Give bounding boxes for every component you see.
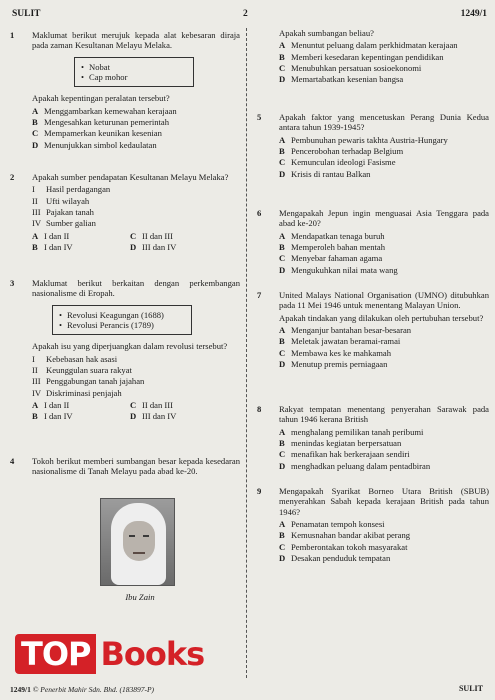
statement-item: III Pajakan tanah: [32, 206, 94, 217]
question-number: 8: [257, 404, 262, 414]
question-5: [257, 112, 489, 180]
statement-item: I Hasil perdagangan: [32, 184, 111, 195]
question-3: [10, 278, 240, 421]
option-b[interactable]: B Kemusnahan bandar akibat perang: [279, 530, 411, 541]
option-a[interactable]: A I dan II: [32, 399, 70, 410]
topbooks-logo: TOP Books: [15, 632, 180, 676]
option-a[interactable]: A Mendapatkan tenaga buruh: [279, 230, 385, 241]
question-number: 5: [257, 112, 262, 122]
question-stem: Apakah sumber pendapatan Kesultanan Melayu Melaka?: [32, 172, 229, 182]
question-4: [10, 456, 240, 602]
option-d[interactable]: D Mengukuhkan nilai mata wang: [279, 264, 398, 275]
info-item: Revolusi Keagungan (1688): [67, 309, 164, 320]
question-number: 9: [257, 486, 262, 496]
statement-item: IV Sumber galian: [32, 218, 96, 229]
question-2: [10, 172, 240, 252]
question-4-continued: [257, 28, 489, 86]
column-divider: [246, 28, 247, 678]
question-text: Apakah tindakan yang dilakukan oleh pertubuhan tersebut?: [279, 312, 484, 323]
option-a[interactable]: A Pembunuhan pewaris takhta Austria-Hungary: [279, 134, 448, 145]
option-b[interactable]: B menindas kegiatan berpersatuan: [279, 437, 402, 448]
bullet-icon: •: [81, 71, 85, 82]
question-number: 1: [10, 30, 15, 40]
option-b[interactable]: B I dan IV: [32, 411, 73, 422]
question-text: Apakah sumbangan beliau?: [279, 28, 374, 38]
info-item: Revolusi Perancis (1789): [67, 319, 154, 330]
info-box: [74, 57, 194, 88]
question-number: 2: [10, 172, 15, 182]
page-number: 2: [243, 9, 248, 19]
question-9: [257, 486, 489, 564]
option-a[interactable]: A menghalang pemilikan tanah peribumi: [279, 426, 424, 437]
statement-item: II Keunggulan suara rakyat: [32, 364, 132, 375]
option-b[interactable]: B Mengesahkan keturunan pemerintah: [32, 116, 170, 127]
question-number: 4: [10, 456, 15, 466]
option-a[interactable]: A Menuntut peluang dalam perkhidmatan kerajaan: [279, 40, 458, 51]
option-d[interactable]: D Krisis di rantau Balkan: [279, 168, 371, 179]
option-d[interactable]: D Menutup premis perniagaan: [279, 358, 388, 369]
question-number: 7: [257, 290, 262, 300]
question-stem: Tokoh berikut memberi sumbangan besar kepada kesedaran nasionalisme di Tanah Melayu pada abad ke-20.: [32, 456, 240, 477]
option-c[interactable]: C Menyebar fahaman agama: [279, 253, 383, 264]
option-c[interactable]: C Kemunculan ideologi Fasisme: [279, 157, 396, 168]
option-c[interactable]: C Membawa kes ke mahkamah: [279, 347, 391, 358]
option-a[interactable]: A Menganjur bantahan besar-besaran: [279, 324, 412, 335]
question-6: [257, 208, 489, 276]
bullet-icon: •: [59, 309, 63, 320]
option-b[interactable]: B Memberi kesedaran kepentingan pendidikan: [279, 51, 444, 62]
question-text: Apakah isu yang diperjuangkan dalam revolusi tersebut?: [32, 341, 228, 352]
option-c[interactable]: C Pemberontakan tokoh masyarakat: [279, 541, 408, 552]
option-c[interactable]: C II dan III: [130, 230, 174, 241]
question-1: [10, 30, 240, 151]
option-d[interactable]: D III dan IV: [130, 241, 177, 252]
photo-caption: Ibu Zain: [125, 592, 155, 602]
option-b[interactable]: B Meletak jawatan beramai-ramai: [279, 336, 401, 347]
portrait-photo: [100, 498, 175, 586]
option-d[interactable]: D Desakan penduduk tempatan: [279, 552, 391, 563]
bullet-icon: •: [59, 319, 63, 330]
question-stem: Maklumat berikut berkaitan dengan perkembangan nasionalisme di Eropah.: [32, 278, 240, 299]
option-b[interactable]: B Pencerobohan terhadap Belgium: [279, 145, 404, 156]
option-c[interactable]: C Menubuhkan persatuan sosioekonomi: [279, 62, 422, 73]
option-d[interactable]: D menghadkan peluang dalam pentadbiran: [279, 460, 431, 471]
question-stem: Mengapakah Jepun ingin menguasai Asia Tenggara pada abad ke-20?: [279, 208, 489, 229]
question-7: [257, 290, 489, 370]
option-d[interactable]: D III dan IV: [130, 411, 177, 422]
statement-item: I Kebebasan hak asasi: [32, 353, 118, 364]
question-stem: Apakah faktor yang mencetuskan Perang Dunia Kedua antara tahun 1939-1945?: [279, 112, 489, 133]
statement-item: II Ufti wilayah: [32, 195, 90, 206]
info-item: Nobat: [89, 61, 111, 72]
option-a[interactable]: A Penamatan tempoh konsesi: [279, 518, 385, 529]
statement-item: III Penggabungan tanah jajahan: [32, 376, 145, 387]
question-text: Apakah kepentingan peralatan tersebut?: [32, 93, 170, 104]
paper-code: 1249/1: [460, 9, 487, 19]
footer-sulit: SULIT: [458, 684, 483, 694]
option-a[interactable]: A Menggambarkan kemewahan kerajaan: [32, 105, 177, 116]
info-box: [52, 305, 192, 336]
option-c[interactable]: C menafikan hak berkerajaan sendiri: [279, 449, 410, 460]
bullet-icon: •: [81, 61, 85, 72]
option-a[interactable]: A I dan II: [32, 230, 70, 241]
info-item: Cap mohor: [89, 71, 128, 82]
option-c[interactable]: C II dan III: [130, 399, 174, 410]
question-stem: Maklumat berikut merujuk kepada alat kebesaran diraja pada zaman Kesultanan Melayu Melaka.: [32, 30, 240, 51]
option-d[interactable]: D Menunjukkan simbol kedaulatan: [32, 139, 157, 150]
question-number: 6: [257, 208, 262, 218]
statement-item: IV Diskriminasi penjajah: [32, 387, 122, 398]
option-c[interactable]: C Mempamerkan keunikan kesenian: [32, 128, 162, 139]
footer-code: 1249/1 © Penerbit Mahir Sdn. Bhd. (183897-P): [10, 685, 155, 694]
question-stem: Mengapakah Syarikat Borneo Utara British (SBUB) menyerahkan Sabah kepada kerajaan British pada tahun 1946?: [279, 486, 489, 517]
option-d[interactable]: D Memartabatkan kesenian bangsa: [279, 74, 404, 85]
question-number: 3: [10, 278, 15, 288]
question-8: [257, 404, 489, 472]
option-b[interactable]: B I dan IV: [32, 241, 73, 252]
question-stem: Rakyat tempatan menentang penyerahan Sarawak pada tahun 1946 kerana British: [279, 404, 489, 425]
question-stem: United Malays National Organisation (UMNO) ditubuhkan pada 11 Mei 1946 untuk menentang Malayan Union.: [279, 290, 489, 311]
header-sulit: SULIT: [12, 9, 41, 19]
option-b[interactable]: B Memperoleh bahan mentah: [279, 241, 386, 252]
